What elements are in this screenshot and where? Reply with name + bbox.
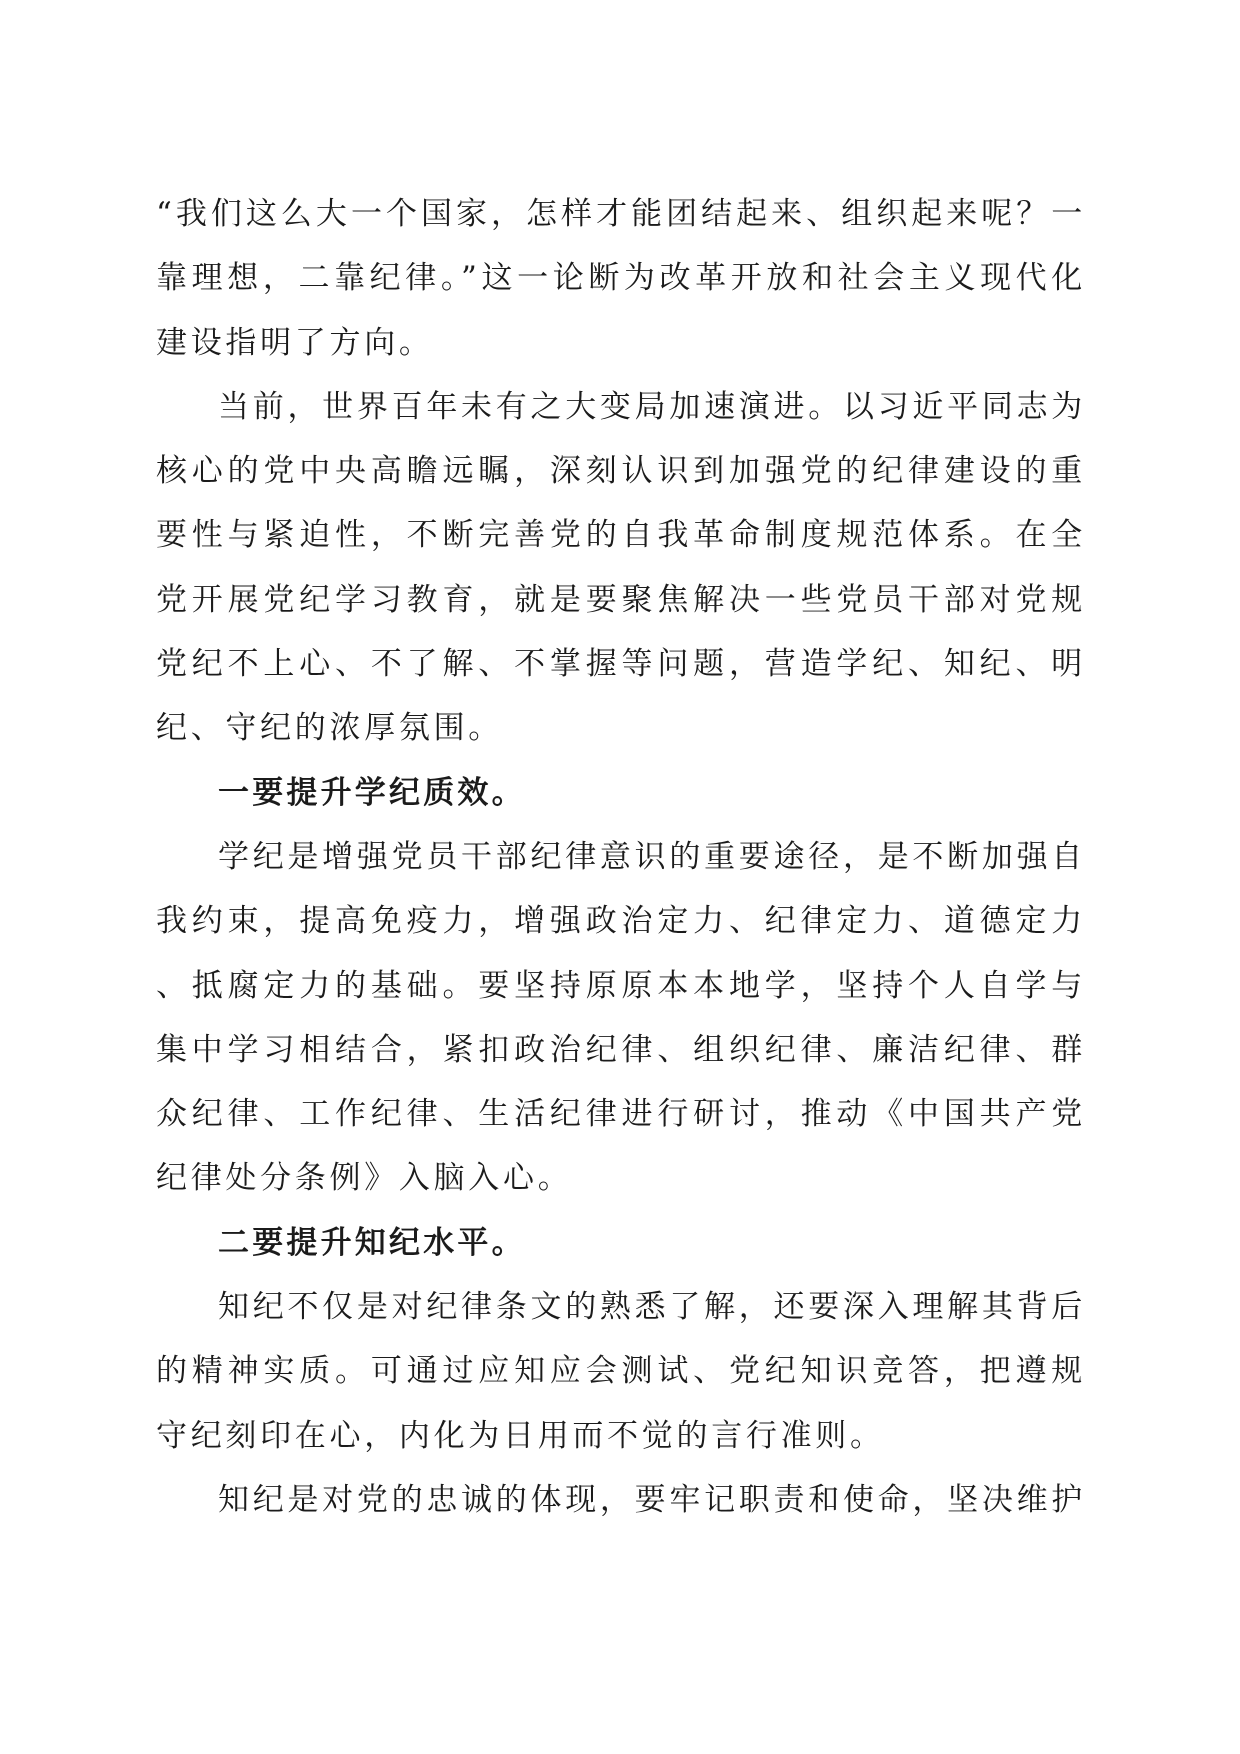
paragraph: 当前，世界百年未有之大变局加速演进。以习近平同志为核心的党中央高瞻远瞩，深刻认识到加强党的纪律建设的重要性与紧迫性，不断完善党的自我革命制度规范体系。在全党开展党纪学习教育，就是要聚焦解决一些党员干部对党规党纪不上心、不了解、不掌握等问题，营造学纪、知纪、明纪、守纪的浓厚氛围。 bbox=[156, 388, 1086, 747]
section-heading: 一要提升学纪质效。 bbox=[218, 774, 526, 811]
paragraph: 知纪不仅是对纪律条文的熟悉了解，还要深入理解其背后的精神实质。可通过应知应会测试、党纪知识竞答，把遵规守纪刻印在心，内化为日用而不觉的言行准则。 bbox=[156, 1289, 1086, 1454]
paragraph-truncated: 知纪是对党的忠诚的体现，要牢记职责和使命，坚决维护 bbox=[218, 1481, 1086, 1518]
paragraph: 学纪是增强党员干部纪律意识的重要途径，是不断加强自我约束，提高免疫力，增强政治定力、纪律定力、道德定力、抵腐定力的基础。要坚持原原本本地学，坚持个人自学与集中学习相结合，紧扣政治纪律、组织纪律、廉洁纪律、群众纪律、工作纪律、生活纪律进行研讨，推动《中国共产党纪律处分条例》入脑入心。 bbox=[156, 838, 1086, 1197]
paragraph-continued: “我们这么大一个国家，怎样才能团结起来、组织起来呢？一靠理想，二靠纪律。”这一论断为改革开放和社会主义现代化建设指明了方向。 bbox=[156, 196, 1086, 361]
document-body bbox=[156, 182, 1086, 1532]
section-heading: 二要提升知纪水平。 bbox=[218, 1224, 526, 1261]
